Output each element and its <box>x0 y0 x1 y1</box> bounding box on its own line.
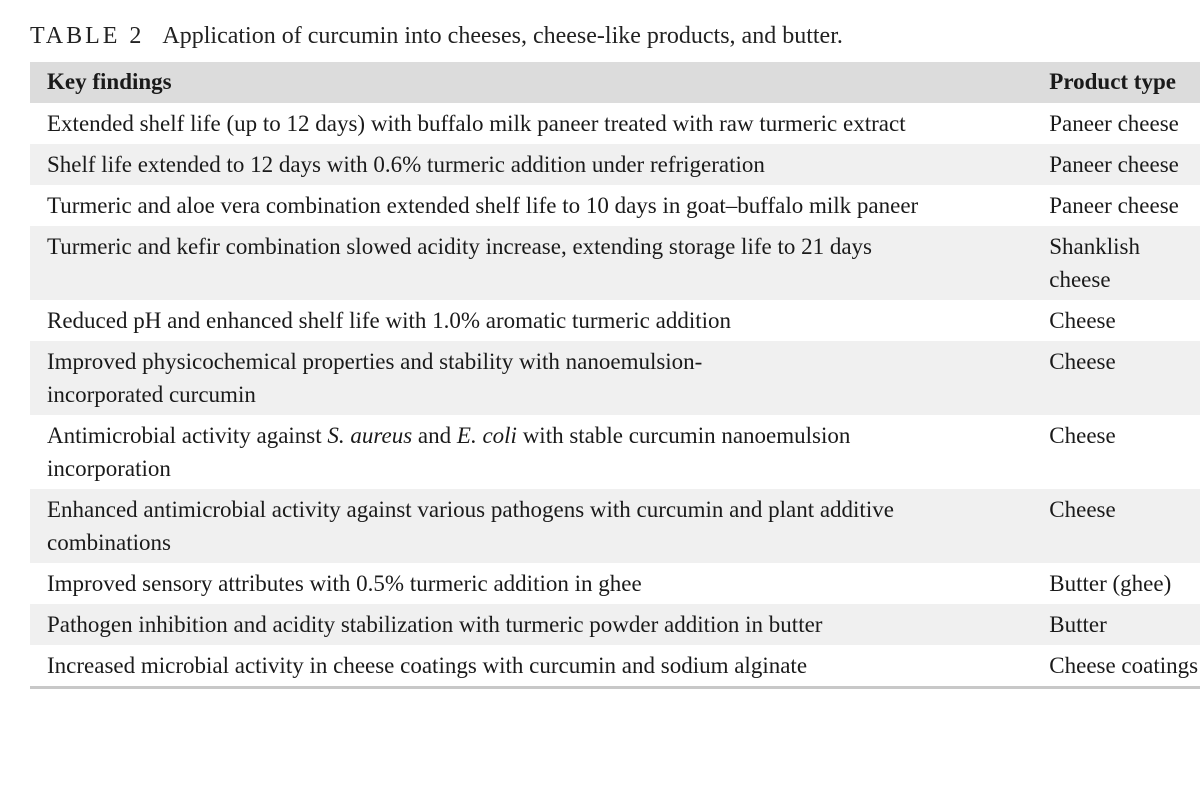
finding-organism-2: E. coli <box>456 423 517 448</box>
finding-cell: Improved sensory attributes with 0.5% turmeric addition in ghee <box>47 571 642 596</box>
finding-cell: Reduced pH and enhanced shelf life with 1.0% aromatic turmeric addition <box>47 308 732 333</box>
table-row <box>30 185 1200 226</box>
header-product-type: Product type <box>1049 69 1176 94</box>
table-row <box>30 645 1200 688</box>
product-cell: Cheese <box>1049 349 1116 374</box>
finding-cell: Extended shelf life (up to 12 days) with buffalo milk paneer treated with raw turmeric extract <box>47 111 906 136</box>
finding-text-mid: and <box>412 423 457 448</box>
product-cell: Shanklish cheese <box>1049 234 1140 292</box>
header-key-findings: Key findings <box>47 69 172 94</box>
finding-cell: Pathogen inhibition and acidity stabilization with turmeric powder addition in butter <box>47 612 823 637</box>
table-label: TABLE 2 <box>30 23 145 49</box>
curcumin-table <box>30 62 1200 689</box>
finding-cell: Turmeric and kefir combination slowed acidity increase, extending storage life to 21 days <box>47 234 873 259</box>
table-row <box>30 341 1200 415</box>
table-row <box>30 489 1200 563</box>
product-cell: Paneer cheese <box>1049 152 1179 177</box>
product-cell: Paneer cheese <box>1049 193 1179 218</box>
table-row <box>30 415 1200 489</box>
finding-cell: Improved physicochemical properties and stability with nanoemulsion-incorporated curcumin <box>47 349 703 407</box>
product-cell: Cheese <box>1049 497 1116 522</box>
finding-text-pre: Antimicrobial activity against <box>47 423 328 448</box>
table-header-row <box>30 62 1200 103</box>
product-cell: Butter <box>1049 612 1107 637</box>
product-cell: Butter (ghee) <box>1049 571 1172 596</box>
product-cell: Paneer cheese <box>1049 111 1179 136</box>
finding-cell: Shelf life extended to 12 days with 0.6% turmeric addition under refrigeration <box>47 152 765 177</box>
table-row <box>30 103 1200 144</box>
product-cell: Cheese <box>1049 423 1116 448</box>
table-caption <box>30 20 843 52</box>
table-row <box>30 563 1200 604</box>
finding-organism-1: S. aureus <box>327 423 413 448</box>
table-row <box>30 144 1200 185</box>
table-row <box>30 226 1200 300</box>
table-row <box>30 300 1200 341</box>
finding-text-post: with stable curcumin nanoemulsion incorporation <box>47 423 851 481</box>
product-cell: Cheese coatings <box>1049 653 1199 678</box>
table-title: Application of curcumin into cheeses, cheese-like products, and butter. <box>162 23 843 49</box>
finding-cell: Enhanced antimicrobial activity against various pathogens with curcumin and plant additive combinations <box>47 497 894 555</box>
finding-cell: Turmeric and aloe vera combination extended shelf life to 10 days in goat–buffalo milk paneer <box>47 193 919 218</box>
finding-cell: Increased microbial activity in cheese coatings with curcumin and sodium alginate <box>47 653 808 678</box>
product-cell: Cheese <box>1049 308 1116 333</box>
finding-cell <box>30 415 1032 489</box>
table-row <box>30 604 1200 645</box>
